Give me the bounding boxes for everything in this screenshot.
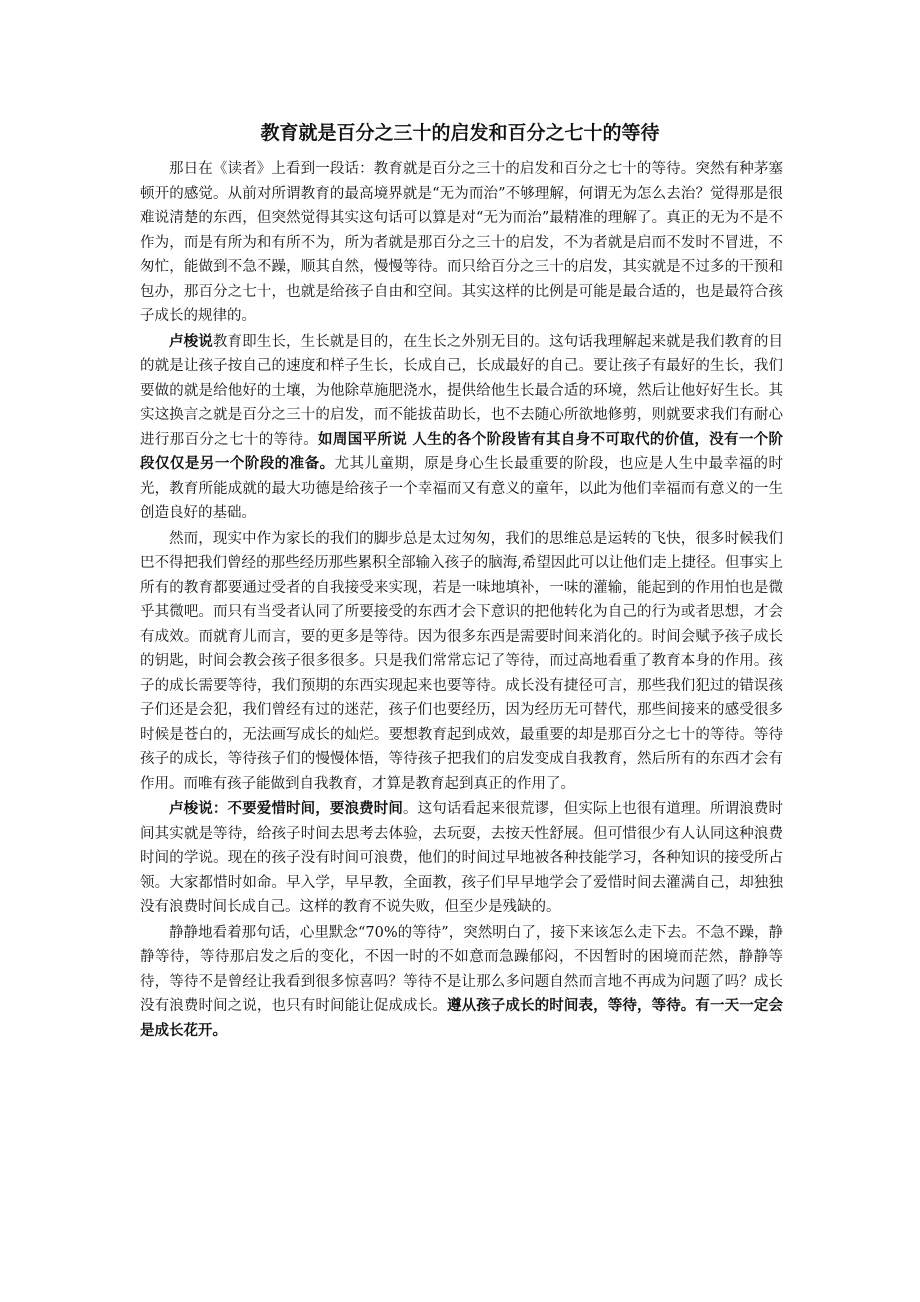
paragraph-5 <box>140 921 783 1044</box>
paragraph-5-text: 静静地看着那句话，心里默念“70%的等待”，突然明白了，接下来该怎么走下去。不急不躁，静静等待，等待那启发之后的变化，不因一时的不如意而急躁郁闷，不因暂时的困境而茫然，静静等待，等待不是曾经让我看到很多惊喜吗？等待不是让那么多问题自然而言地不再成为问题了吗？成长没有浪费时间之说，也只有时间能让促成成长。 <box>140 924 783 1014</box>
paragraph-2-text-end: 尤其儿童期，原是身心生长最重要的阶段，也应是人生中最幸福的时光，教育所能成就的最大功德是给孩子一个幸福而又有意义的童年，以此为他们幸福而有意义的一生创造良好的基础。 <box>140 456 784 521</box>
paragraph-2-bold-quote: 如周国平所说 人生的各个阶段皆有其自身不可取代的价值，没有一个阶段仅仅是另一个阶段的准备。 <box>140 431 784 472</box>
paragraph-2-bold-lead: 卢梭说 <box>169 333 213 350</box>
paragraph-3: 然而，现实中作为家长的我们的脚步总是太过匆匆，我们的思维总是运转的飞快，很多时候我们巴不得把我们曾经的那些经历那些累积全部输入孩子的脑海,希望因此可以让他们走上捷径。但事实上所有的教育都要通过受者的自我接受来实现，若是一味地填补，一味的灌输，能起到的作用怕也是微乎其微吧。而只有当受者认同了所要接受的东西才会下意识的把他转化为自己的行为或者思想，才会有成效。而就育儿而言，要的更多是等待。因为很多东西是需要时间来消化的。时间会赋予孩子成长的钥匙，时间会教会孩子很多很多。只是我们常常忘记了等待，而过高地看重了教育本身的作用。孩子的成长需要等待，我们预期的东西实现起来也要等待。成长没有捷径可言，那些我们犯过的错误孩子们还是会犯，我们曾经有过的迷茫，孩子们也要经历，因为经历无可替代，那些间接来的感受很多时候是苍白的，无法画写成长的灿烂。要想教育起到成效，最重要的却是那百分之七十的等待。等待孩子的成长，等待孩子们的慢慢体悟，等待孩子把我们的启发变成自我教育，然后所有的东西才会有作用。而唯有孩子能做到自我教育，才算是教育起到真正的作用了。 <box>140 530 783 792</box>
document-body <box>140 157 783 1044</box>
paragraph-1: 那日在《读者》上看到一段话：教育就是百分之三十的启发和百分之七十的等待。突然有种茅塞顿开的感觉。从前对所谓教育的最高境界就是“无为而治”不够理解，何谓无为怎么去治？觉得那是很难说清楚的东西，但突然觉得其实这句话可以算是对“无为而治”最精准的理解了。真正的无为不是不作为，而是有所为和有所不为，所为者就是那百分之三十的启发，不为者就是启而不发时不冒进，不匆忙，能做到不急不躁，顺其自然，慢慢等待。而只给百分之三十的启发，其实就是不过多的干预和包办，那百分之七十，也就是给孩子自由和空间。其实这样的比例是可能是最合适的，也是最符合孩子成长的规律的。 <box>140 161 783 324</box>
paragraph-4 <box>140 797 783 920</box>
paragraph-2 <box>140 330 783 526</box>
paragraph-4-bold-lead: 卢梭说：不要爱惜时间，要浪费时间 <box>169 801 403 817</box>
paragraph-4-text: 。这句话看起来很荒谬，但实际上也很有道理。所谓浪费时间其实就是等待，给孩子时间去思考去体验，去玩耍，去按天性舒展。但可惜很少有人认同这种浪费时间的学说。现在的孩子没有时间可浪费，他们的时间过早地被各种技能学习，各种知识的接受所占领。大家都惜时如命。早入学，早早教，全面教，孩子们早早地学会了爱惜时间去灌满自己，却独独没有浪费时间长成自己。这样的教育不说失败，但至少是残缺的。 <box>140 801 783 915</box>
document-title: 教育就是百分之三十的启发和百分之七十的等待 <box>260 122 660 144</box>
paragraph-2-text: 教育即生长，生长就是目的，在生长之外别无目的。这句话我理解起来就是我们教育的目的就是让孩子按自己的速度和样子生长，长成自己，长成最好的自己。要让孩子有最好的生长，我们要做的就是给他好的土壤，为他除草施肥浇水，提供给他生长最合适的环境，然后让他好好生长。其实这换言之就是百分之三十的启发，而不能拔苗助长，也不去随心所欲地修剪，则就要求我们有耐心进行那百分之七十的等待。 <box>140 333 784 448</box>
paragraph-5-bold-end: 遵从孩子成长的时间表，等待，等待。有一天一定会是成长花开。 <box>140 998 784 1039</box>
